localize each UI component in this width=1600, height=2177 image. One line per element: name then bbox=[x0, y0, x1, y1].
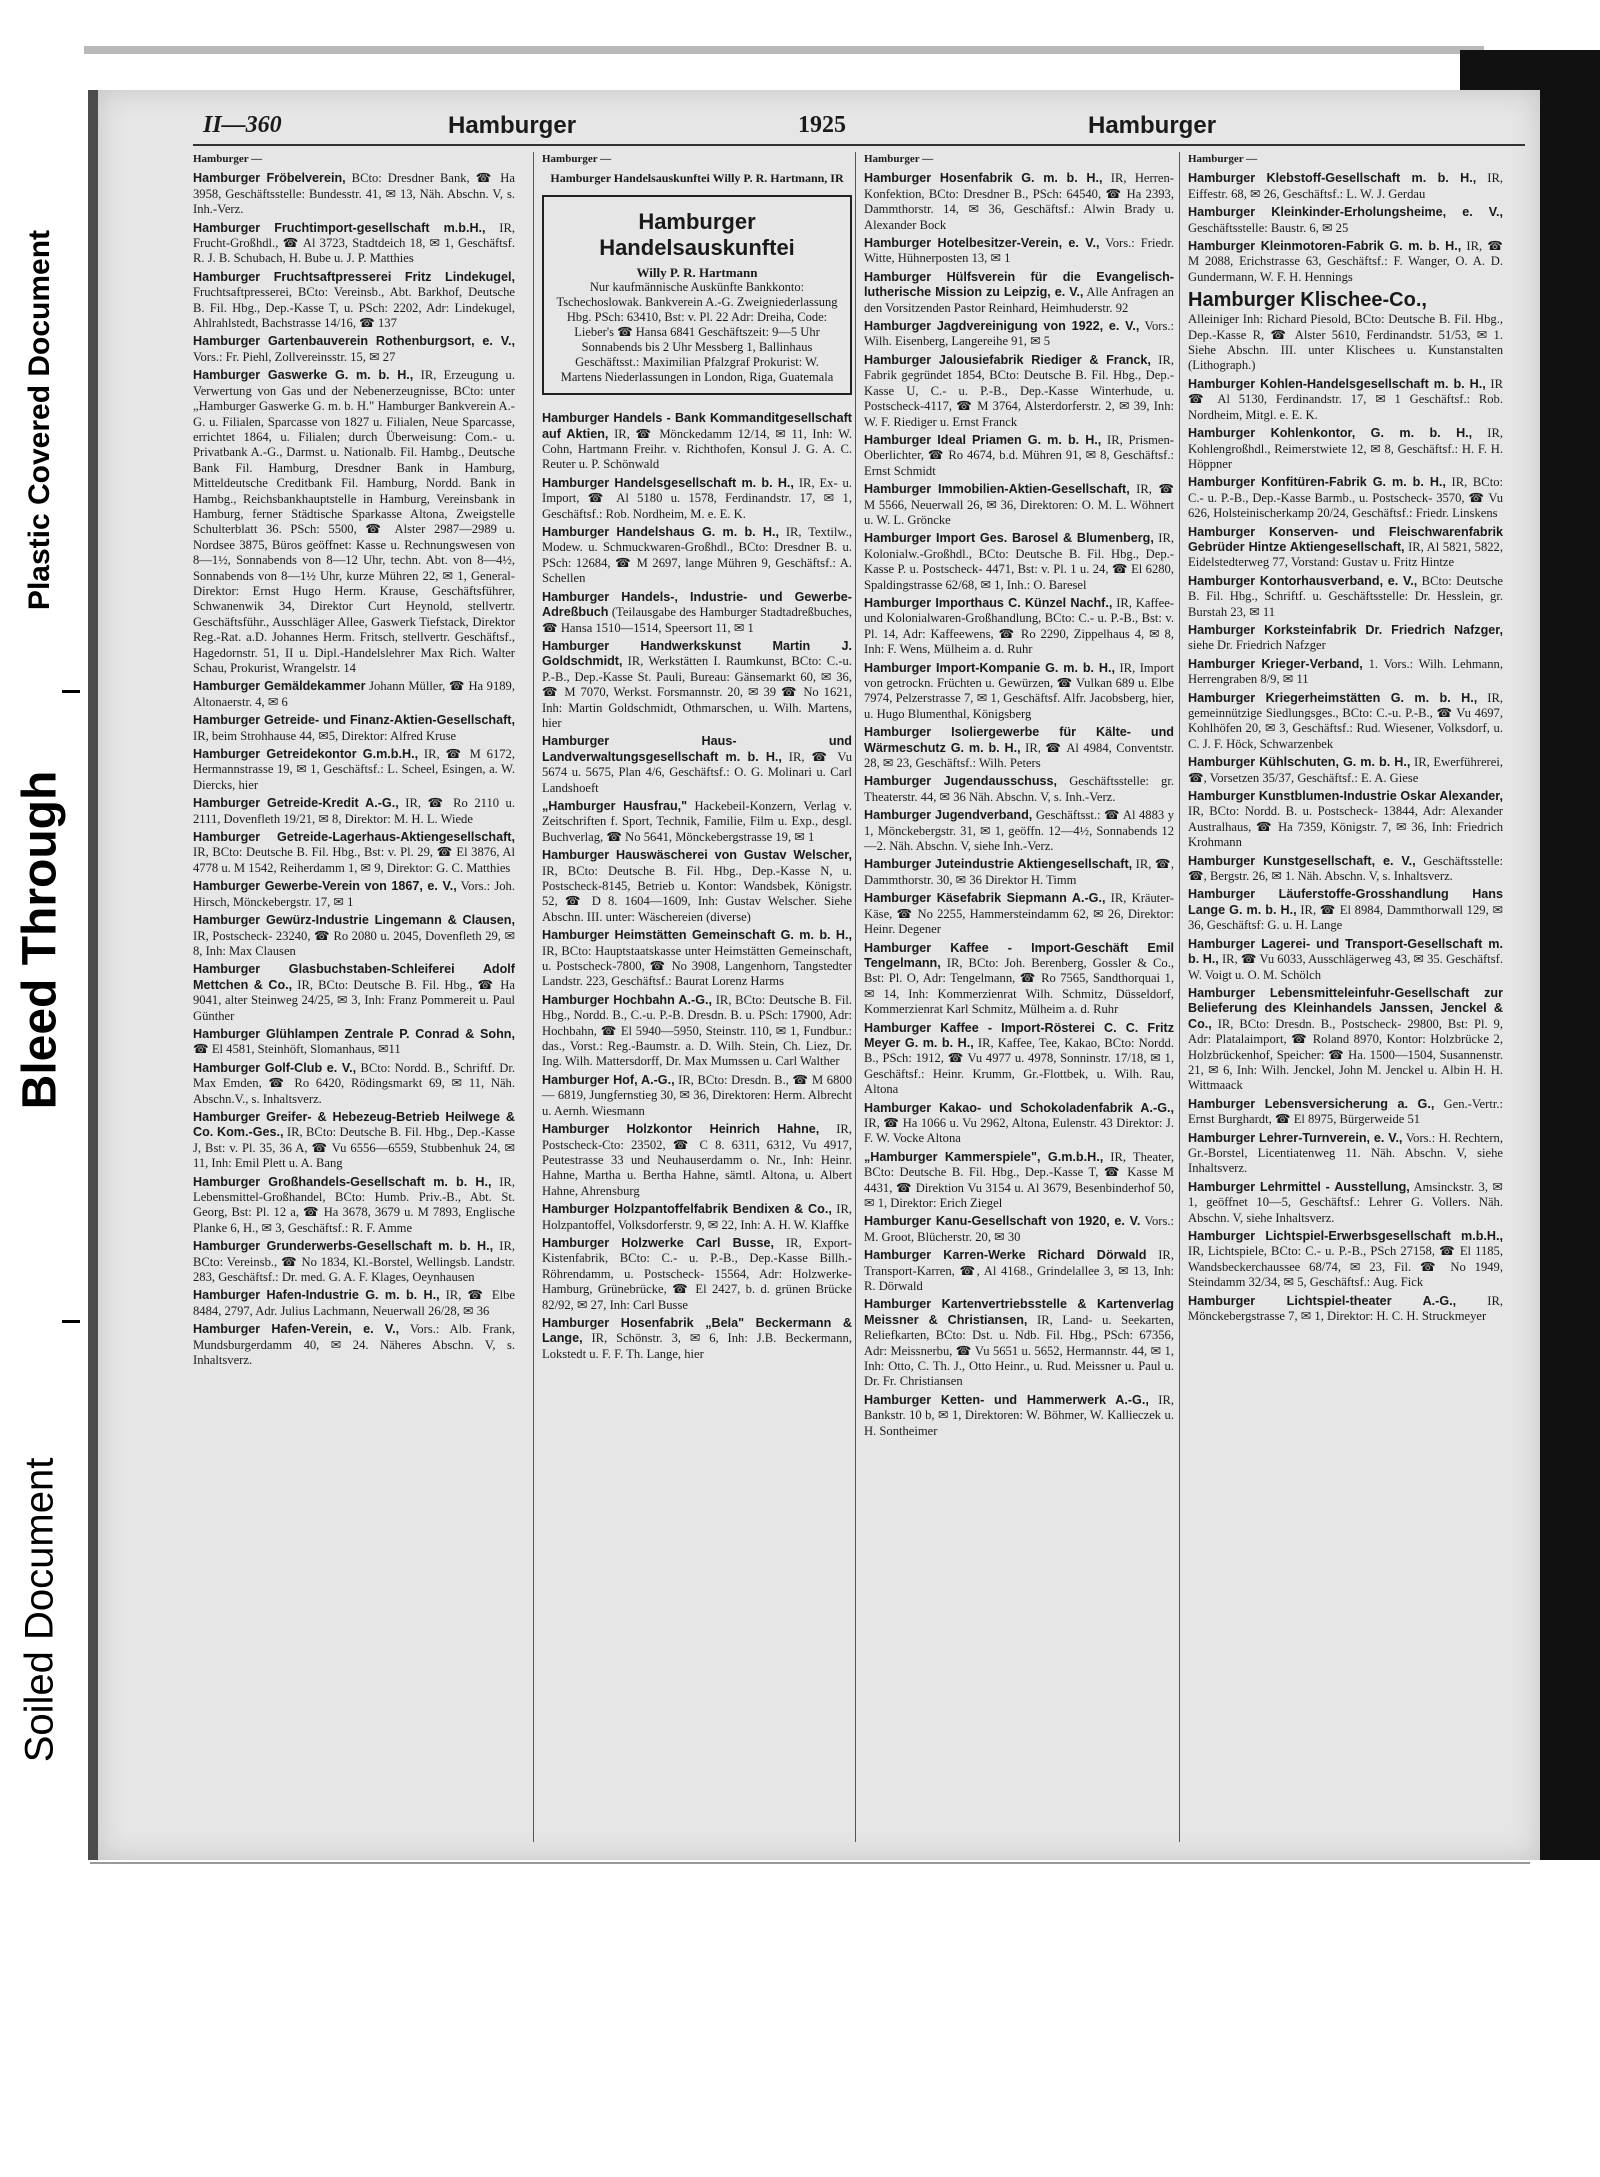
entry-details: IR, beim Strohhause 44, ✉5, Direktor: Alfred Kruse bbox=[193, 728, 457, 743]
directory-entry bbox=[542, 928, 852, 990]
page-header bbox=[98, 104, 1540, 144]
directory-entry bbox=[864, 596, 1174, 658]
directory-entry bbox=[864, 891, 1174, 937]
entry-name: „Hamburger Kammerspiele", G.m.b.H., bbox=[864, 1149, 1104, 1164]
entry-name: Hamburger Import-Kompanie G. m. b. H., bbox=[864, 660, 1115, 675]
directory-entry bbox=[1188, 288, 1503, 374]
entry-details: Vors.: Alb. Frank, Mundsburgerdamm 40, ✉ 24. Näheres Abschn. V, s. Inhaltsverz. bbox=[193, 1322, 515, 1368]
entry-details: IR, Erzeugung u. Verwertung von Gas und der Nebenerzeugnisse, BCto: unter „Hamburger Gaswerke G. m. b. H." Hamburger Bankverein A.-G. u. Filialen, Sparcasse von 1827 u. Filialen, Neue Sparcasse, errichtet 1864, u. Filialen; durch Überweisung: Com.- u. Privatbank A.-G., Darmst. u. Nationalb. Fil. Hambg., Deutsche Bank Fil. Hamburg, Dresdner Bank in Hamburg, Mitteldeutsche Creditbank Fil. Hamburg, Nordd. Bank in Hambg., Reichsbankhauptstelle in Hamburg, Vereinsbank in Hamburg, ferner Städtische Sparkasse Altona, Zweigstelle Schulterblatt 36. PSch: 5500, ☎ Alster 2987—2989 u. Nordsee 3875, Büros geöffnet: Kasse u. Rechnungswesen von 8—1½, Sonnabends von 8—12 Uhr, techn. Abt. von 8—4½, Sonnabends von 8—1½ Uhr, kurze Mühren 22, ✉ 1, General-Direktor: Ernst Hugo Herm. Krause, Geschäftsführer, Schwanenwik 34, Direktor Curt Heynold, stellvertr. Geschäftsführ., Ausschläger Allee, Gaswerk Tiefstack, Direktor Reg.-Rat. a.D. Johannes Herm. Fritsch, stellvertr. Geschäftsf., Hagedornstr. 51, II u. Dipl.-Handelslehrer Max Rich. Walter Schau, Prokurist, Wrangelstr. 14 bbox=[193, 368, 515, 675]
entry-details: IR, Werkstätten I. Raumkunst, BCto: C.-u. P.-B., Dep.-Kasse St. Pauli, Bureau: Gänsemarkt 60, ✉ 36, ☎ M 7070, Werkst. Forsmannstr. 20, ✉ 39 ☎ No 1621, Inh: Martin Goldschmidt, Othmarschen, u. Wilh. Martens, hier bbox=[542, 654, 852, 730]
entry-details: Vors.: Fr. Piehl, Zollvereinsstr. 15, ✉ 27 bbox=[193, 349, 396, 364]
entry-name: Hamburger Handelsgesellschaft m. b. H., bbox=[542, 475, 794, 490]
entry-name: Hamburger Kühlschuten, G. m. b. H., bbox=[1188, 755, 1411, 770]
entry-details: IR, BCto: Deutsche B. Fil. Hbg., Bst: v. Pl. 29, ☎ El 3876, Al 4778 u. M 1542, Reiherdamm 1, ✉ 9, Direktor: G. C. Matthies bbox=[193, 845, 515, 875]
entry-name: Hamburger Klebstoff-Gesellschaft m. b. H., bbox=[1188, 171, 1477, 186]
entry-name: Hamburger Lagerei- und Transport-Gesellschaft m. b. H., bbox=[1188, 936, 1503, 967]
scan-edge-top bbox=[84, 46, 1484, 54]
directory-entry bbox=[542, 525, 852, 587]
entry-name: Hamburger Fruchtsaftpresserei Fritz Lindekugel, bbox=[193, 269, 515, 284]
entry-name: Hamburger Hotelbesitzer-Verein, e. V., bbox=[864, 236, 1100, 251]
entry-name: Hamburger Kohlenkontor, G. m. b. H., bbox=[1188, 426, 1473, 441]
entry-name: Hamburger Kaffee - Import-Geschäft Emil Tengelmann, bbox=[864, 940, 1174, 970]
scan-edge-bottom bbox=[90, 1862, 1530, 1864]
directory-entry bbox=[864, 774, 1174, 805]
entry-name: Hamburger Heimstätten Gemeinschaft G. m. b. H., bbox=[542, 928, 852, 943]
entry-name: Hamburger Hof, A.-G., bbox=[542, 1072, 675, 1087]
directory-entry bbox=[1188, 1180, 1503, 1226]
bleed-through-label: Bleed Through bbox=[13, 770, 67, 1110]
entry-name: Hamburger Käsefabrik Siepmann A.-G., bbox=[864, 891, 1106, 906]
entry-details: IR, ☎ Al 4984, Conventstr. 28, ✉ 23, Geschäftsf.: Wilh. Peters bbox=[864, 740, 1174, 771]
entry-name: Hamburger Gemäldekammer bbox=[193, 679, 366, 694]
directory-entry bbox=[193, 1288, 515, 1319]
entry-name: Hamburger Handels-, Industrie- und Gewerbe-Adreßbuch bbox=[542, 589, 852, 620]
directory-page bbox=[88, 90, 1540, 1860]
entry-name: Hamburger Grunderwerbs-Gesellschaft m. b. H., bbox=[193, 1239, 494, 1254]
ad-title: Hamburger Handelsauskunftei bbox=[599, 208, 795, 260]
entry-name: Hamburger Lehrmittel - Ausstellung, bbox=[1188, 1179, 1410, 1194]
stamp-divider bbox=[62, 690, 80, 693]
entry-details: Alleiniger Inh: Richard Piesold, BCto: Deutsche B. Fil. Hbg., Dep.-Kasse R, ☎ Alster 5610, Ferdinandstr. 51/53, ✉ 1. Siehe Abschn. III. unter Klischees u. Kunstanstalten (Lithograph.) bbox=[1188, 312, 1503, 373]
entry-name: Hamburger Kunstblumen-Industrie Oskar Alexander, bbox=[1188, 789, 1503, 804]
entry-details: Geschäftsstelle: gr. Theaterstr. 44, ✉ 36 Näh. Abschn. V, s. Inh.-Verz. bbox=[864, 774, 1174, 804]
entry-details: IR, BCto: Deutsche B. Fil. Hbg., ☎ Ha 9041, alter Steinweg 24/25, ✉ 3, Inh: Franz Pommereit u. Paul Günther bbox=[193, 977, 515, 1023]
entry-name: Hamburger Hosenfabrik G. m. b. H., bbox=[864, 171, 1103, 186]
directory-entry bbox=[864, 270, 1174, 316]
column-1 bbox=[193, 152, 515, 1842]
entry-details: Vors.: Joh. Hirsch, Mönckebergstr. 17, ✉ 1 bbox=[193, 879, 515, 909]
directory-entry bbox=[1188, 691, 1503, 753]
entry-details: IR, ☎ Vu 5674 u. 5675, Plan 4/6, Geschäftsf.: O. G. Molinari u. Carl Landshoeft bbox=[542, 749, 852, 795]
entry-details: IR, gemeinnützige Siedlungsges., BCto: C.-u. P.-B., ☎ Vu 4697, Kohlhöfen 20, ✉ 3, Geschäftsf.: Rud. Wiesener, Volksdorf, u. C. J. F. Höck, Schwarzenbek bbox=[1188, 690, 1503, 751]
directory-entry bbox=[1188, 623, 1503, 654]
directory-entry bbox=[864, 1297, 1174, 1389]
directory-entry bbox=[1188, 986, 1503, 1094]
entry-name: Hamburger Holzkontor Heinrich Hahne, bbox=[542, 1122, 820, 1137]
entry-details: IR, ☎ Ha 1066 u. Vu 2962, Altona, Eulenstr. 43 Direktor: J. F. W. Vocke Altona bbox=[864, 1115, 1174, 1146]
directory-entry bbox=[1188, 1097, 1503, 1128]
stamp-divider bbox=[62, 1320, 80, 1323]
entry-details: IR, BCto: Deutsche B. Fil. Hbg., Nordd. B., C.-u. P.-B. Dresdn. B. u. PSch: 17900, Adr: Hochbahn, ☎ El 5940—5950, Steinstr. 110, ✉ 1, Fundbur.: das., Vorst.: Reg.-Baumstr. a. D. Wilh. Stein, Ch. Liez, Dr. Ing. Wilh. Mattersdorff, Dr. Max Mumssen u. Carl Walther bbox=[542, 992, 852, 1069]
entry-details: IR, BCto: Dresdn. B., ☎ M 6800 — 6819, Jungfernstieg 30, ✉ 36, Direktoren: Herm. Albrecht u. Aernh. Wiesmann bbox=[542, 1072, 852, 1118]
entry-name: „Hamburger Hausfrau," bbox=[542, 798, 688, 813]
entry-name: Hamburger Gaswerke G. m. b. H., bbox=[193, 368, 414, 383]
entry-details: IR, Herren-Konfektion, BCto: Dresdner B., PSch: 64540, ☎ Ha 2393, Dammthorstr. 14, ✉ 36, Geschäftsf.: Alwin Brady u. Alexander Bock bbox=[864, 171, 1174, 232]
entry-details: Amsinckstr. 3, ✉ 1, geöffnet 10—5, Geschäftsf.: Lehrer G. Vollers. Näh. Abschn. V, siehe Inhaltsverz. bbox=[1188, 1179, 1503, 1225]
entry-name: Hamburger Konserven- und Fleischwarenfabrik Gebrüder Hintze Aktiengesellschaft, bbox=[1188, 524, 1503, 554]
entry-name: Hamburger Haus- und Landverwaltungsgesellschaft m. b. H., bbox=[542, 734, 852, 764]
directory-entry bbox=[1188, 475, 1503, 521]
entry-name: Hamburger Kanu-Gesellschaft von 1920, e. V. bbox=[864, 1214, 1141, 1229]
entry-name: Hamburger Korksteinfabrik Dr. Friedrich Nafzger, bbox=[1188, 622, 1503, 637]
entry-details: BCto: Deutsche B. Fil. Hbg., Schriftf. u. Geschäftsstelle: Dr. Hesslein, gr. Burstah 23, ✉ 11 bbox=[1188, 573, 1503, 619]
directory-entry bbox=[864, 1101, 1174, 1147]
directory-entry bbox=[193, 913, 515, 959]
entry-details: 1. Vors.: Wilh. Lehmann, Herrengraben 8/9, ✉ 11 bbox=[1188, 656, 1503, 687]
entry-details: Johann Müller, ☎ Ha 9189, Altonaerstr. 4, ✉ 6 bbox=[193, 679, 515, 709]
entry-name: Hamburger Jalousiefabrik Riediger & Franck, bbox=[864, 352, 1151, 367]
entry-details: IR, Fabrik gegründet 1854, BCto: Deutsche B. Fil. Hbg., Dep.-Kasse U, C.- u. P.-B., Dep.-Kasse Winterhude, u. Postscheck-4117, ☎ M 3764, Alsterdorferstr. 2, ✉ 39, Inh: W. F. Riediger u. Ernst Franck bbox=[864, 352, 1174, 429]
entry-details: IR, ☎ M 2088, Erichstrasse 63, Geschäftsf.: F. Wanger, O. A. D. Gundermann, W. F. H. Hennings bbox=[1188, 239, 1503, 284]
entry-details: IR, Export-Kistenfabrik, BCto: C.- u. P.-B., Dep.-Kasse Billh.-Röhrendamm, u. Postscheck- 15564, Adr: Holzwerke-Hamburg, Grünebrücke, ☎ El 2427, b. d. grünen Brücke 82/92, ✉ 27, Inh: Carl Busse bbox=[542, 1235, 852, 1312]
directory-entry bbox=[193, 368, 515, 676]
directory-entry bbox=[542, 476, 852, 522]
plastic-covered-label: Plastic Covered Document bbox=[23, 229, 56, 611]
directory-entry bbox=[542, 848, 852, 925]
entry-details: IR, BCto: Dresdn. B., Postscheck- 29800, Bst: Pl. 9, Adr: Platalaimport, ☎ Roland 8970, Kontor: Holzbrücke 2, Holzbrückenhof, Speicher: ☎ Ha. 1500—1504, Susannenstr. 21, ✉ 6, Inh: Wilh. Jenckel, John M. Jenckel u. Albin H. H. Wittmaack bbox=[1188, 1016, 1503, 1093]
directory-entry bbox=[1188, 239, 1503, 285]
entry-name: Hamburger Hafen-Verein, e. V., bbox=[193, 1322, 400, 1337]
entry-details: Vors.: M. Groot, Blücherstr. 20, ✉ 30 bbox=[864, 1214, 1174, 1244]
column-category: Hamburger — bbox=[193, 153, 263, 165]
entry-name: Hamburger Handwerkskunst Martin J. Goldschmidt, bbox=[542, 638, 852, 669]
entry-name: Hamburger Kartenvertriebsstelle & Kartenverlag Meissner & Christiansen, bbox=[864, 1297, 1174, 1327]
entry-details: IR, Land- u. Seekarten, Reliefkarten, BCto: Dst. u. Ndb. Fil. Hbg., PSch: 67356, Adr: Meissnerbu, ☎ Vu 5651 u. 5652, Hermannstr. 44, ✉ 1, Inh: Otto, C. Th. J., Otto Heinr., u. Rud. Meissner u. Paul u. Dr. Fr. Christiansen bbox=[864, 1312, 1174, 1389]
directory-entry bbox=[193, 334, 515, 365]
entry-details: BCto: Nordd. B., Schriftf. Dr. Max Emden, ☎ Ro 6420, Rödingsmarkt 69, ✉ 11, Näh. Abschn.V., s. Inhaltsverz. bbox=[193, 1060, 515, 1106]
directory-entry bbox=[193, 830, 515, 876]
entry-name: Hamburger Klischee-Co., bbox=[1188, 289, 1427, 312]
entry-details: IR, Transport-Karren, ☎, Al 4168., Grindelallee 3, ✉ 13, Inh: R. Dörwald bbox=[864, 1248, 1174, 1294]
entry-details: IR, Kräuter-Käse, ☎ No 2255, Hammersteindamm 62, ✉ 26, Direktor: Heinr. Degener bbox=[864, 891, 1174, 937]
entry-name: Hamburger Fröbelverein, bbox=[193, 171, 346, 186]
entry-name: Hamburger Importhaus C. Künzel Nachf., bbox=[864, 595, 1113, 610]
directory-entry bbox=[864, 941, 1174, 1018]
entry-details: IR, Frucht-Großhdl., ☎ Al 3723, Stadtdeich 18, ✉ 1, Geschäftsf. R. J. B. Schubach, H. Bube u. J. P. Matthies bbox=[193, 220, 515, 266]
entry-name: Hamburger Kriegerheimstätten G. m. b. H., bbox=[1188, 690, 1478, 705]
directory-entry bbox=[864, 1214, 1174, 1245]
column-category: Hamburger — bbox=[542, 153, 612, 165]
entry-details: IR, BCto: Nordd. B. u. Postscheck- 13844, Adr: Alexander Australhaus, ☎ Ha 7359, Königstr. 7, ✉ 36, Inh: Friedrich Krohmann bbox=[1188, 804, 1503, 850]
directory-entry bbox=[193, 879, 515, 910]
entry-name: Hamburger Getreidekontor G.m.b.H., bbox=[193, 747, 419, 762]
directory-entry bbox=[1188, 937, 1503, 983]
directory-entry bbox=[1188, 854, 1503, 885]
entry-name: Hamburger Kohlen-Handelsgesellschaft m. b. H., bbox=[1188, 376, 1486, 391]
entry-name: Hamburger Lebensmitteleinfuhr-Gesellschaft zur Belieferung des Kleinhandels Janssen, Jenckel & Co., bbox=[1188, 985, 1503, 1031]
entry-name: Hamburger Hochbahn A.-G., bbox=[542, 992, 712, 1007]
entry-details: ☎ El 4581, Steinhöft, Slomanhaus, ✉11 bbox=[193, 1042, 401, 1057]
entry-details: IR, Prismen-Oberlichter, ☎ Ro 4674, b.d. Mühren 91, ✉ 8, Geschäftsf.: Ernst Schmidt bbox=[864, 432, 1174, 478]
directory-entry bbox=[1188, 426, 1503, 472]
directory-entry bbox=[542, 411, 852, 473]
directory-entry bbox=[864, 531, 1174, 593]
entry-name: Hamburger Glühlampen Zentrale P. Conrad & Sohn, bbox=[193, 1026, 515, 1041]
directory-entry bbox=[1188, 1294, 1503, 1325]
entry-details: IR, Ex- u. Import, ☎ Al 5180 u. 1578, Ferdinandstr. 17, ✉ 1, Geschäftsf.: Rob. Nordheim, M. e. E. K. bbox=[542, 475, 852, 521]
column-4 bbox=[1179, 152, 1503, 1842]
entry-name: Hamburger Jugendausschuss, bbox=[864, 774, 1058, 789]
entry-details: (Teilausgabe des Hamburger Stadtadreßbuches, ☎ Hansa 1510—1514, Speersort 11, ✉ 1 bbox=[542, 605, 852, 635]
entry-name: Hamburger Getreide-Lagerhaus-Aktiengesellschaft, bbox=[193, 830, 515, 845]
entry-details: IR, BCto: C.- u. P.-B., Dep.-Kasse Barmb., u. Postscheck- 3570, ☎ Vu 626, Holsteinischerkamp 20/24, Geschäftsf.: Friedr. Linskens bbox=[1188, 475, 1503, 521]
entry-name: Hamburger Fruchtimport-gesellschaft m.b.H., bbox=[193, 220, 486, 235]
directory-entry bbox=[1188, 171, 1503, 202]
entry-name: Hamburger Lichtspiel-Erwerbsgesellschaft m.b.H., bbox=[1188, 1229, 1503, 1243]
entry-details: IR, Ewerführerei, ☎, Vorsetzen 35/37, Geschäftsf.: E. A. Giese bbox=[1188, 755, 1503, 785]
directory-entry bbox=[1188, 377, 1503, 423]
directory-entry bbox=[864, 1150, 1174, 1212]
directory-entry bbox=[1188, 1131, 1503, 1177]
directory-entry bbox=[1188, 525, 1503, 571]
column-2 bbox=[533, 152, 852, 1842]
directory-entry bbox=[864, 171, 1174, 233]
directory-entry bbox=[1188, 789, 1503, 851]
entry-name: Hamburger Kontorhausverband, e. V., bbox=[1188, 573, 1418, 588]
entry-details: Alle Anfragen an den Vorsitzenden Pastor Reinhard, Heimhuderstr. 92 bbox=[864, 285, 1174, 315]
directory-entry bbox=[1188, 887, 1503, 933]
entry-name: Hamburger Import Ges. Barosel & Blumenberg, bbox=[864, 531, 1154, 546]
entry-details: IR, Mönckebergstrasse 7, ✉ 1, Direktor: H. C. H. Struckmeyer bbox=[1188, 1293, 1503, 1324]
directory-entry bbox=[864, 1021, 1174, 1098]
entry-name: Hamburger Hafen-Industrie G. m. b. H., bbox=[193, 1288, 440, 1303]
entry-details: siehe Dr. Friedrich Nafzger bbox=[1188, 638, 1326, 653]
entry-details: IR, Holzpantoffel, Volksdorferstr. 9, ✉ 22, Inh: A. H. W. Klaffke bbox=[542, 1202, 852, 1232]
entry-name: Hamburger Juteindustrie Aktiengesellschaft, bbox=[864, 857, 1133, 872]
directory-entry bbox=[193, 1322, 515, 1368]
directory-entry bbox=[864, 482, 1174, 528]
entry-details: IR, Postscheck- 23240, ☎ Ro 2080 u. 2045, Dovenfleth 29, ✉ 8, Inh: Max Clausen bbox=[193, 928, 515, 958]
entry-details: IR, Textilw., Modew. u. Schmuckwaren-Großhdl., BCto: Dresdner B. u. PSch: 12684, ☎ M 2697, lange Mühren 9, Geschäftsf.: A. Schellen bbox=[542, 525, 852, 586]
entry-name: Hamburger Gartenbauverein Rothenburgsort, e. V., bbox=[193, 334, 515, 349]
entry-details: IR, ☎ Mönckedamm 12/14, ✉ 11, Inh: W. Cohn, Hartmann Freihr. v. Richthofen, Konsul J. G. A. C. Reuter u. P. Schönwald bbox=[542, 426, 852, 472]
directory-entry bbox=[542, 1316, 852, 1362]
entry-name: Hamburger Isoliergewerbe für Kälte- und Wärmeschutz G. m. b. H., bbox=[864, 725, 1174, 755]
entry-details: Gen.-Vertr.: Ernst Burghardt, ☎ El 8975, Bürgerweide 51 bbox=[1188, 1096, 1503, 1127]
column-category: Hamburger — bbox=[1188, 153, 1258, 165]
directory-entry bbox=[193, 1061, 515, 1107]
running-head-left: Hamburger bbox=[448, 112, 577, 139]
entry-details: IR, ☎ M 6172, Hermannstrasse 19, ✉ 1, Geschäftsf.: L. Scheel, Esingen, a. W. Diercks, hier bbox=[193, 747, 515, 792]
directory-entry bbox=[864, 661, 1174, 723]
directory-entry bbox=[864, 319, 1174, 350]
entry-details: Vors.: Friedr. Witte, Hühnerposten 13, ✉ 1 bbox=[864, 236, 1174, 266]
directory-entry bbox=[193, 270, 515, 332]
directory-entry bbox=[1188, 657, 1503, 688]
entry-name: Hamburger Handelshaus G. m. b. H., bbox=[542, 525, 779, 540]
directory-entry bbox=[1188, 755, 1503, 786]
entry-details: IR, BCto: Deutsche B. Fil. Hbg., Dep.-Kasse J, Bst: v. Pl. 35, 36 A, ☎ Vu 6556—6559, Stubbenhuk 24, ✉ 11, Inh: Emil Plett u. A. Bang bbox=[193, 1125, 515, 1171]
entry-name: Hamburger Kakao- und Schokoladenfabrik A.-G., bbox=[864, 1100, 1174, 1115]
directory-entry bbox=[864, 1393, 1174, 1439]
directory-entry bbox=[1188, 574, 1503, 620]
entry-name: Hamburger Hülfsverein für die Evangelisch-lutherische Mission zu Leipzig, e. V., bbox=[864, 269, 1174, 300]
entry-name: Hamburger Kaffee - Import-Rösterei C. C. Fritz Meyer G. m. b. H., bbox=[864, 1020, 1174, 1050]
directory-entry bbox=[542, 1202, 852, 1233]
entry-name: Hamburger Immobilien-Aktien-Gesellschaft, bbox=[864, 482, 1130, 497]
entry-name: Hamburger Getreide-Kredit A.-G., bbox=[193, 796, 399, 811]
entry-details: IR, Kaffee- und Kolonialwaren-Großhandlung, BCto: C.- u. P.-B., Bst: v. Pl. 14, Adr: Kaffeewens, ☎ Ro 2290, Zippelhaus 4, ✉ 8, Inh: F. Wens, Mülheim a. d. Ruhr bbox=[864, 595, 1174, 657]
entry-name: Hamburger Jagdvereinigung von 1922, e. V., bbox=[864, 319, 1140, 334]
entry-details: IR, Kolonialw.-Großhdl., BCto: Deutsche B. Fil. Hbg., Dep.-Kasse P. u. Postscheck- 4471, Bst: v. Pl. 1 u. 24, ☎ El 6280, Spaldingstrasse 62/68, ✉ 1, Inh.: O. Baresel bbox=[864, 531, 1174, 592]
entry-name: Hamburger Ketten- und Hammerwerk A.-G., bbox=[864, 1392, 1149, 1407]
entry-details: IR, Bankstr. 10 b, ✉ 1, Direktoren: W. Böhmer, W. Kallieczek u. H. Sontheimer bbox=[864, 1392, 1174, 1438]
header-rule bbox=[193, 144, 1525, 146]
entry-details: IR, ☎ M 5566, Neuerwall 26, ✉ 36, Direktoren: O. M. L. Wöhnert u. W. L. Gröncke bbox=[864, 482, 1174, 527]
entry-name: Hamburger Lichtspiel-theater A.-G., bbox=[1188, 1293, 1457, 1308]
entry-details: IR ☎ Al 5130, Ferdinandstr. 17, ✉ 1 Geschäftsf.: Rob. Nordheim, Mitgl. e. E. K. bbox=[1188, 376, 1503, 422]
entry-name: Hamburger Gewerbe-Verein von 1867, e. V., bbox=[193, 879, 457, 894]
entry-name: Hamburger Lehrer-Turnverein, e. V., bbox=[1188, 1130, 1403, 1145]
directory-entry bbox=[193, 796, 515, 827]
entry-details: IR, BCto: Vereinsb., ☎ No 1834, Kl.-Borstel, Wellingsb. Landstr. 283, Geschäftsf.: Dr. med. G. A. F. Klages, Oeynhausen bbox=[193, 1239, 515, 1285]
entry-details: Geschäftsstelle: Baustr. 6, ✉ 25 bbox=[1188, 220, 1349, 235]
directory-entry bbox=[864, 808, 1174, 854]
entry-details: IR, ☎ Ro 2110 u. 2111, Dovenfleth 19/21, ✉ 8, Direktor: M. H. L. Wiede bbox=[193, 796, 515, 826]
entry-details: Vors.: H. Rechtern, Gr.-Borstel, Licentiatenweg 11. Näh. Abschn. V, siehe Inhaltsverz. bbox=[1188, 1130, 1503, 1176]
directory-entry bbox=[864, 857, 1174, 888]
directory-entry bbox=[193, 1027, 515, 1058]
directory-entry bbox=[1188, 1229, 1503, 1291]
entry-details: IR, Import von getrockn. Früchten u. Gewürzen, ☎ Vulkan 689 u. Elbe 7974, Pelzerstrasse 7, ✉ 1, Geschäftsf. Alfr. Jacobsberg, hier, u. Hugo Blumenthal, Königsberg bbox=[864, 660, 1174, 721]
entry-name: Hamburger Kleinkinder-Erholungsheime, e. V., bbox=[1188, 205, 1503, 220]
page-year: 1925 bbox=[798, 112, 846, 138]
entry-name: Hamburger Handels - Bank Kommanditgesellschaft auf Aktien, bbox=[542, 411, 852, 441]
entry-name: Hamburger Kunstgesellschaft, e. V., bbox=[1188, 853, 1416, 868]
directory-entry bbox=[193, 1239, 515, 1285]
directory-entry bbox=[193, 1175, 515, 1237]
entry-details: IR, ☎ Vu 6033, Ausschlägerweg 43, ✉ 35. Geschäftsf. W. Voigt u. O. M. Schölch bbox=[1188, 952, 1503, 982]
entry-name: Hamburger Holzpantoffelfabrik Bendixen & Co., bbox=[542, 1202, 832, 1217]
entry-name: Hamburger Lebensversicherung a. G., bbox=[1188, 1096, 1435, 1111]
entry-details: Hackebeil-Konzern, Verlag v. Zeitschriften f. Sport, Technik, Familie, Film u. Exp., desgl. Buchverlag, ☎ No 5641, Mönckebergstrasse 19, ✉ 1 bbox=[542, 798, 852, 844]
directory-entry bbox=[1188, 205, 1503, 236]
directory-entry bbox=[542, 1122, 852, 1199]
entry-details: IR, Lichtspiele, BCto: C.- u. P.-B., PSch 27158, ☎ El 1185, Wandsbeckerchaussee 68/74, ✉ 23, Fil. ☎ No 1949, Steindamm 32/34, ✉ 5, Geschäftsf.: Aug. Fick bbox=[1188, 1244, 1503, 1290]
entry-details: IR, Theater, BCto: Deutsche B. Fil. Hbg., Dep.-Kasse T, ☎ Kasse M 4431, ☎ Direktion Vu 3154 u. Al 3679, Besenbinderhof 50, ✉ 1, Direktor: Erich Ziegel bbox=[864, 1149, 1174, 1210]
entry-details: IR, Kaffee, Tee, Kakao, BCto: Nordd. B., PSch: 1912, ☎ Vu 4977 u. 4978, Sonninstr. 17/18, ✉ 1, Geschäftsf.: Heinr. Krumm, Gr.-Flottbek, u. Wilh. Rau, Altona bbox=[864, 1035, 1174, 1097]
directory-entry bbox=[193, 713, 515, 744]
entry-name: Hamburger Kleinmotoren-Fabrik G. m. b. H., bbox=[1188, 239, 1462, 254]
directory-entry bbox=[542, 993, 852, 1070]
directory-entry bbox=[864, 236, 1174, 267]
entry-name: Hamburger Gewürz-Industrie Lingemann & Clausen, bbox=[193, 913, 515, 928]
entry-name: Hamburger Greifer- & Hebezeug-Betrieb Heilwege & Co. Kom.-Ges., bbox=[193, 1109, 515, 1140]
entry-name: Hamburger Konfitüren-Fabrik G. m. b. H., bbox=[1188, 475, 1446, 490]
running-head-right: Hamburger bbox=[1088, 112, 1217, 139]
directory-entry bbox=[864, 353, 1174, 430]
directory-entry bbox=[864, 1248, 1174, 1294]
ad-subtitle: Willy P. R. Hartmann bbox=[636, 264, 758, 280]
entry-details: IR, BCto: Joh. Berenberg, Gossler & Co., Bst: Pl. O, Adr: Tengelmann, ☎ Ro 7565, Sandthorquai 1, ✉ 14, Inh: Kommerzienrat Wilh. Schmitz, Düsseldorf, Kommerzienrat Karl Schmitz, Mülheim a. d. Ruhr bbox=[864, 955, 1174, 1017]
directory-entry bbox=[193, 221, 515, 267]
directory-entry bbox=[542, 590, 852, 636]
entry-name: Hamburger Holzwerke Carl Busse, bbox=[542, 1235, 774, 1250]
entry-details: IR, ☎ El 8984, Dammthorwall 129, ✉ 36, Geschäftsf: G. u. H. Lange bbox=[1188, 902, 1503, 933]
advertisement-box bbox=[542, 195, 852, 395]
entry-details: Fruchtsaftpresserei, BCto: Vereinsb., Abt. Barkhof, Deutsche B. Fil. Hbg., Dep.-Kasse T, u. PSch: 2202, Adr: Lindekugel, Ahlrahlstedt, Bachstrasse 14/16, ☎ 137 bbox=[193, 285, 515, 331]
directory-entry bbox=[542, 1073, 852, 1119]
directory-entry bbox=[542, 1236, 852, 1313]
entry-details: Geschäftsstelle: ☎, Bergstr. 26, ✉ 1. Näh. Abschn. V, s. Inhaltsverz. bbox=[1188, 853, 1503, 884]
ad-top-line: Hamburger Handelsauskunftei Willy P. R. Hartmann, IR bbox=[550, 171, 844, 186]
entry-details: IR, BCto: Deutsche B. Fil. Hbg., Dep.-Kasse N, u. Postscheck-8145, Betrieb u. Kontor: Wandsbek, Königstr. 52, ☎ D 8. 1604—1609, Inh: Gustav Welscher. Siehe Abschn. III. unter: Wäschereien (diverse) bbox=[542, 863, 852, 924]
directory-entry bbox=[193, 747, 515, 793]
entry-name: Hamburger Karren-Werke Richard Dörwald bbox=[864, 1248, 1147, 1263]
entry-name: Hamburger Läuferstoffe-Grosshandlung Hans Lange G. m. b. H., bbox=[1188, 887, 1503, 917]
entry-details: BCto: Dresdner Bank, ☎ Ha 3958, Geschäftsstelle: Bundesstr. 41, ✉ 13, Näh. Abschn. V, s. Inh.-Verz. bbox=[193, 171, 515, 217]
directory-entry bbox=[193, 962, 515, 1024]
directory-entry bbox=[542, 734, 852, 796]
entry-name: Hamburger Großhandels-Gesellschaft m. b. H., bbox=[193, 1174, 492, 1189]
directory-entry bbox=[864, 433, 1174, 479]
ad-body: Nur kaufmännische Auskünfte Bankkonto: Tschechoslowak. Bankverein A.-G. Zweigniederlassung Hbg. PSch: 63410, Bst: v. Pl. 22 Adr: Dreiha, Code: Lieber's ☎ Hansa 6841 Geschäftszeit: 9—5 Uhr Sonnabends bis 2 Uhr Messberg 1, Ballinhaus Geschäftsst.: Maximilian Pfalzgraf Prokurist: W. Martens Niederlassungen in London, Riga, Guatemala bbox=[556, 280, 838, 385]
directory-entry bbox=[193, 1110, 515, 1172]
entry-details: Vors.: Wilh. Eisenberg, Langereihe 91, ✉ 5 bbox=[864, 319, 1174, 349]
entry-name: Hamburger Hauswäscherei von Gustav Welscher, bbox=[542, 848, 852, 863]
entry-details: IR, Lebensmittel-Großhandel, BCto: Humb. Priv.-B., Abt. St. Georg, Bst: Pl. 12 a, ☎ Ha 3678, 3679 u. M 7893, Englische Planke 6, H., ✉ 3, Geschäftsf.: R. F. Amme bbox=[193, 1174, 515, 1235]
directory-entry bbox=[542, 799, 852, 845]
entry-name: Hamburger Ideal Priamen G. m. b. H., bbox=[864, 432, 1102, 447]
entry-details: IR, ☎ Elbe 8484, 2797, Adr. Julius Lachmann, Neuerwall 26/28, ✉ 36 bbox=[193, 1288, 515, 1318]
directory-entry bbox=[864, 725, 1174, 771]
directory-entry bbox=[542, 639, 852, 731]
entry-name: Hamburger Jugendverband, bbox=[864, 808, 1033, 823]
entry-details: IR, BCto: Hauptstaatskasse unter Heimstätten Gemeinschaft, u. Postscheck-7800, ☎ No 3908, Langenhorn, Tangstedter Landstr. 223, Geschäftsf.: Baurat Lorenz Harms bbox=[542, 943, 852, 989]
entry-name: Hamburger Krieger-Verband, bbox=[1188, 656, 1363, 671]
entry-details: IR, Schönstr. 3, ✉ 6, Inh: J.B. Beckermann, Lokstedt u. F. F. Th. Lange, hier bbox=[542, 1331, 852, 1361]
entry-name: Hamburger Getreide- und Finanz-Aktien-Gesellschaft, bbox=[193, 713, 515, 728]
entry-details: Geschäftsst.: ☎ Al 4883 y 1, Mönckebergstr. 31, ✉ 1, geöffn. 12—4½, Sonnabends 12—2. Näh. Abschn. V, siehe Inh.-Verz. bbox=[864, 808, 1174, 854]
entry-name: Hamburger Hosenfabrik „Bela" Beckermann & Lange, bbox=[542, 1315, 852, 1346]
entry-details: IR, Eiffestr. 68, ✉ 26, Geschäftsf.: L. W. J. Gerdau bbox=[1188, 171, 1503, 201]
entry-details: IR, Al 5821, 5822, Eidelstedterweg 77, Vorstand: Gustav u. Fritz Hintze bbox=[1188, 539, 1503, 570]
column-3 bbox=[855, 152, 1174, 1842]
entry-details: IR, ☎, Dammthorstr. 30, ✉ 36 Direktor H. Timm bbox=[864, 857, 1174, 887]
page-number: II—360 bbox=[203, 112, 282, 138]
entry-name: Hamburger Golf-Club e. V., bbox=[193, 1060, 357, 1075]
entry-details: IR, Postscheck-Cto: 23502, ☎ C 8. 6311, 6312, Vu 4917, Peutestrasse 33 und Neuhauserdamm o. Nr., Inh: Heinr. Hahne, Martha u. Bertha Hahne, sämtl. Altona, u. Albert Hahne, Ahrensburg bbox=[542, 1122, 852, 1198]
directory-entry bbox=[193, 679, 515, 710]
directory-entry bbox=[193, 171, 515, 217]
column-category: Hamburger — bbox=[864, 153, 934, 165]
entry-name: Hamburger Glasbuchstaben-Schleiferei Adolf Mettchen & Co., bbox=[193, 962, 515, 992]
margin-stamp bbox=[0, 0, 80, 2177]
soiled-document-label: Soiled Document bbox=[17, 1457, 62, 1763]
entry-details: IR, Kohlengroßhdl., Reimerstwiete 12, ✉ 8, Geschäftsf.: H. F. H. Höppner bbox=[1188, 426, 1503, 471]
